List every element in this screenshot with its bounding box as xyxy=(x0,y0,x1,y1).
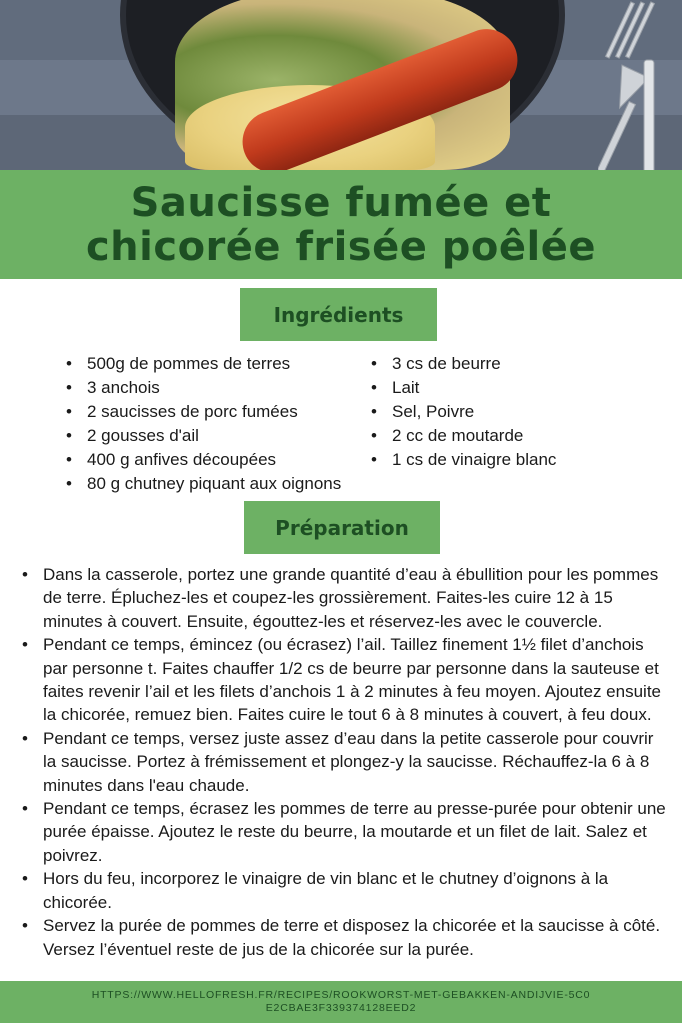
list-item: • 400 g anfives découpées xyxy=(66,448,341,472)
step-item: • Pendant ce temps, émincez (ou écrasez) l’ail. Taillez finement 1½ filet d’anchois par personne t. Faites chauffer 1/2 cs de beurre par personne dans la sauteuse et faites revenir l’ail et les filets d’anchois 1 à 2 minutes à feu moyen. Ajoutez ensuite la chicorée, remuez bien. Faites cuire le tout 6 à 8 minutes à couvert, à feu doux. xyxy=(22,633,670,727)
list-item: • 3 anchois xyxy=(66,376,341,400)
list-item: • Sel, Poivre xyxy=(371,400,556,424)
ingredients-heading: Ingrédients xyxy=(240,288,437,341)
step-item: • Pendant ce temps, versez juste assez d’eau dans la petite casserole pour couvrir la saucisse. Portez à frémissement et plongez-y la saucisse. Réchauffez-la 6 à 8 minutes dans l'eau chaude. xyxy=(22,727,670,797)
step-item: • Hors du feu, incorporez le vinaigre de vin blanc et le chutney d’oignons à la chicorée. xyxy=(22,867,670,914)
source-link[interactable]: HTTPS://WWW.HELLOFRESH.FR/RECIPES/ROOKWORST-MET-GEBAKKEN-ANDIJVIE-5C0E2CBAE3F339374128EED2 xyxy=(91,989,591,1014)
step-item: • Servez la purée de pommes de terre et disposez la chicorée et la saucisse à côté. Versez l’éventuel reste de jus de la chicorée sur la purée. xyxy=(22,914,670,961)
ingredients-list-left xyxy=(66,352,341,496)
list-item: • 500g de pommes de terres xyxy=(66,352,341,376)
recipe-title: Saucisse fumée et chicorée frisée poêlée xyxy=(85,179,597,270)
list-item: • 3 cs de beurre xyxy=(371,352,556,376)
list-item: • 2 gousses d'ail xyxy=(66,424,341,448)
list-item: • 2 saucisses de porc fumées xyxy=(66,400,341,424)
preparation-heading: Préparation xyxy=(244,501,440,554)
footer-band xyxy=(0,981,682,1023)
step-item: • Dans la casserole, portez une grande quantité d’eau à ébullition pour les pommes de terre. Épluchez-les et coupez-les grossièrement. Faites-les cuire 12 à 15 minutes à couvert. Ensuite, égouttez-les et réservez-les avec le couvercle. xyxy=(22,563,670,633)
fork-icon xyxy=(598,0,660,170)
ingredients-list-right xyxy=(371,352,556,472)
list-item: • 1 cs de vinaigre blanc xyxy=(371,448,556,472)
step-item: • Pendant ce temps, écrasez les pommes de terre au presse-purée pour obtenir une purée épaisse. Ajoutez le reste du beurre, la moutarde et un filet de lait. Salez et poivrez. xyxy=(22,797,670,867)
list-item: • 80 g chutney piquant aux oignons xyxy=(66,472,341,496)
list-item: • Lait xyxy=(371,376,556,400)
list-item: • 2 cc de moutarde xyxy=(371,424,556,448)
title-band xyxy=(0,170,682,279)
preparation-steps xyxy=(22,563,670,961)
recipe-photo xyxy=(0,0,682,170)
